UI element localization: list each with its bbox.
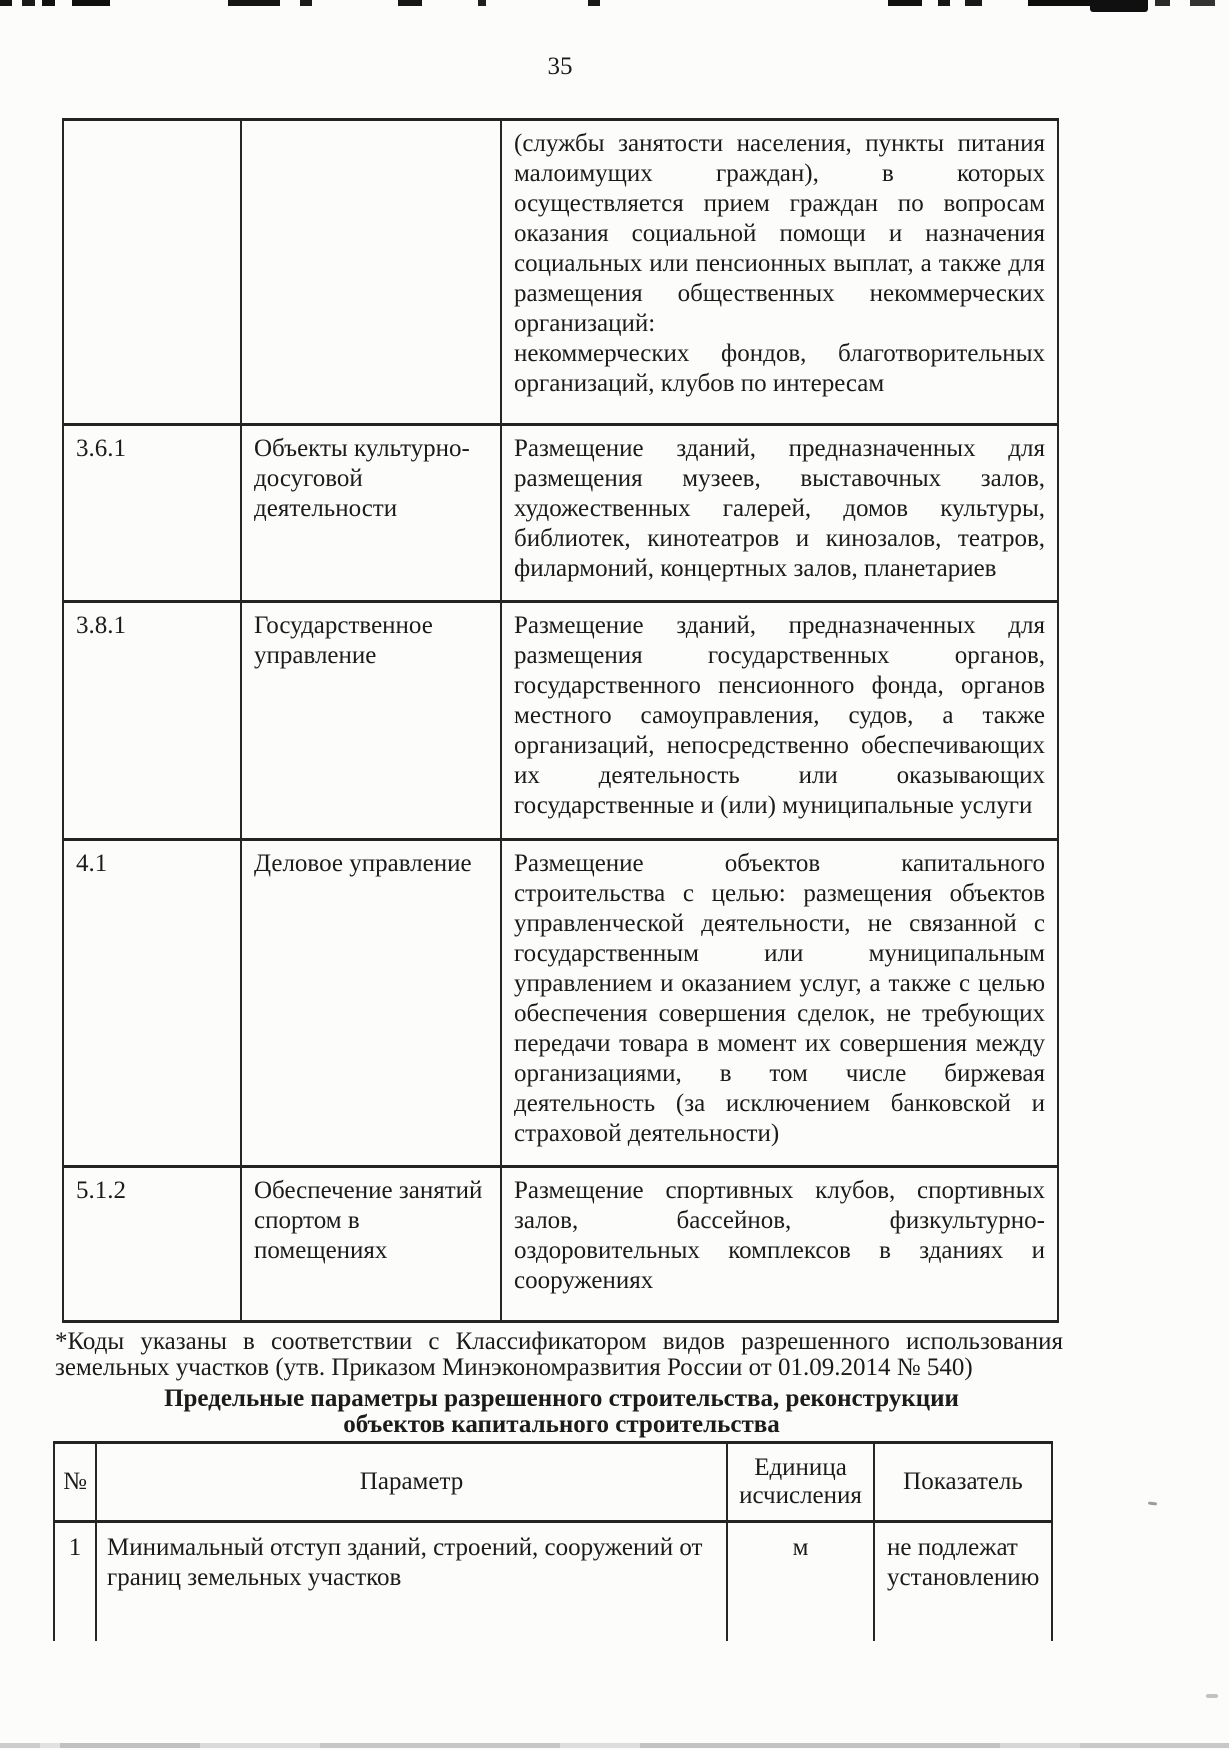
code-cell: 3.8.1: [64, 603, 242, 841]
scan-artifact-blob: [1090, 0, 1148, 12]
name-cell: Объекты культурно-досуговой деятельности: [242, 426, 502, 603]
code-cell: 3.6.1: [64, 426, 242, 603]
description-cell: Размещение спортивных клубов, спортивных залов, бассейнов, физкультурно-оздоровительных комплексов в зданиях и сооружениях: [502, 1168, 1059, 1323]
description-paragraph: (службы занятости населения, пункты питания малоимущих граждан), в которых осуществляется прием граждан по вопросам оказания социальной помощи и назначения социальных или пенсионных выплат, а также для размещения общественных некоммерческих организаций:: [514, 130, 1045, 337]
row-number-cell: 1: [55, 1523, 97, 1641]
table-row: [64, 841, 1059, 1168]
table-row: [64, 426, 1059, 603]
parameter-cell: Минимальный отступ зданий, строений, сооружений от границ земельных участков: [97, 1523, 728, 1641]
scan-speck: [1206, 1694, 1218, 1698]
code-cell: [64, 121, 242, 426]
column-header-value: Показатель: [875, 1444, 1053, 1523]
section-heading-wrap: [63, 1386, 1060, 1438]
description-cell: Размещение зданий, предназначенных для размещения государственных органов, государственного пенсионного фонда, органов местного самоуправления, судов, а также организаций, непосредственно обеспечивающих их деятельность или оказывающих государственные и (или) муниципальные услуги: [502, 603, 1059, 841]
code-cell: 4.1: [64, 841, 242, 1168]
code-cell: 5.1.2: [64, 1168, 242, 1323]
table-row-continuation: [64, 121, 1059, 426]
table-row: [55, 1523, 1053, 1641]
table-header-row: [55, 1444, 1053, 1523]
page-number: 35: [547, 53, 573, 80]
column-header-unit: Единица исчисления: [728, 1444, 875, 1523]
unit-cell: м: [728, 1523, 875, 1641]
description-cell: Размещение зданий, предназначенных для размещения музеев, выставочных залов, художественных галерей, домов культуры, библиотек, кинотеатров и кинозалов, театров, филармоний, концертных залов, планетариев: [502, 426, 1059, 603]
value-cell: не подлежат установлению: [875, 1523, 1053, 1641]
scan-artifact-top-edge: [0, 0, 1229, 6]
description-cell: Размещение объектов капитального строительства с целью: размещения объектов управленческой деятельности, не связанной с государственным или муниципальным управлением и оказанием услуг, а также с целью обеспечения совершения сделок, не требующих передачи товара в момент их совершения между организациями, в том числе биржевая деятельность (за исключением банковской и страховой деятельности): [502, 841, 1059, 1168]
section-heading: Предельные параметры разрешенного строительства, реконструкции объектов капитального строительства: [164, 1385, 959, 1438]
scan-artifact-bottom-edge: [0, 1743, 1229, 1748]
description-cell: [502, 121, 1059, 426]
name-cell: Деловое управление: [242, 841, 502, 1168]
description-paragraph: некоммерческих фондов, благотворительных организаций, клубов по интересам: [514, 340, 1045, 397]
classifier-footnote: *Коды указаны в соответствии с Классификатором видов разрешенного использования земельных участков (утв. Приказом Минэкономразвития России от 01.09.2014 № 540): [55, 1328, 1063, 1381]
column-header-parameter: Параметр: [97, 1444, 728, 1523]
scan-speck: [1148, 1501, 1157, 1505]
table-row: [64, 1168, 1059, 1323]
name-cell: [242, 121, 502, 426]
column-header-num: №: [55, 1444, 97, 1523]
land-use-table: [62, 118, 1059, 1323]
name-cell: Обеспечение занятий спортом в помещениях: [242, 1168, 502, 1323]
parameters-table: [53, 1441, 1053, 1641]
name-cell: Государственное управление: [242, 603, 502, 841]
table-row: [64, 603, 1059, 841]
